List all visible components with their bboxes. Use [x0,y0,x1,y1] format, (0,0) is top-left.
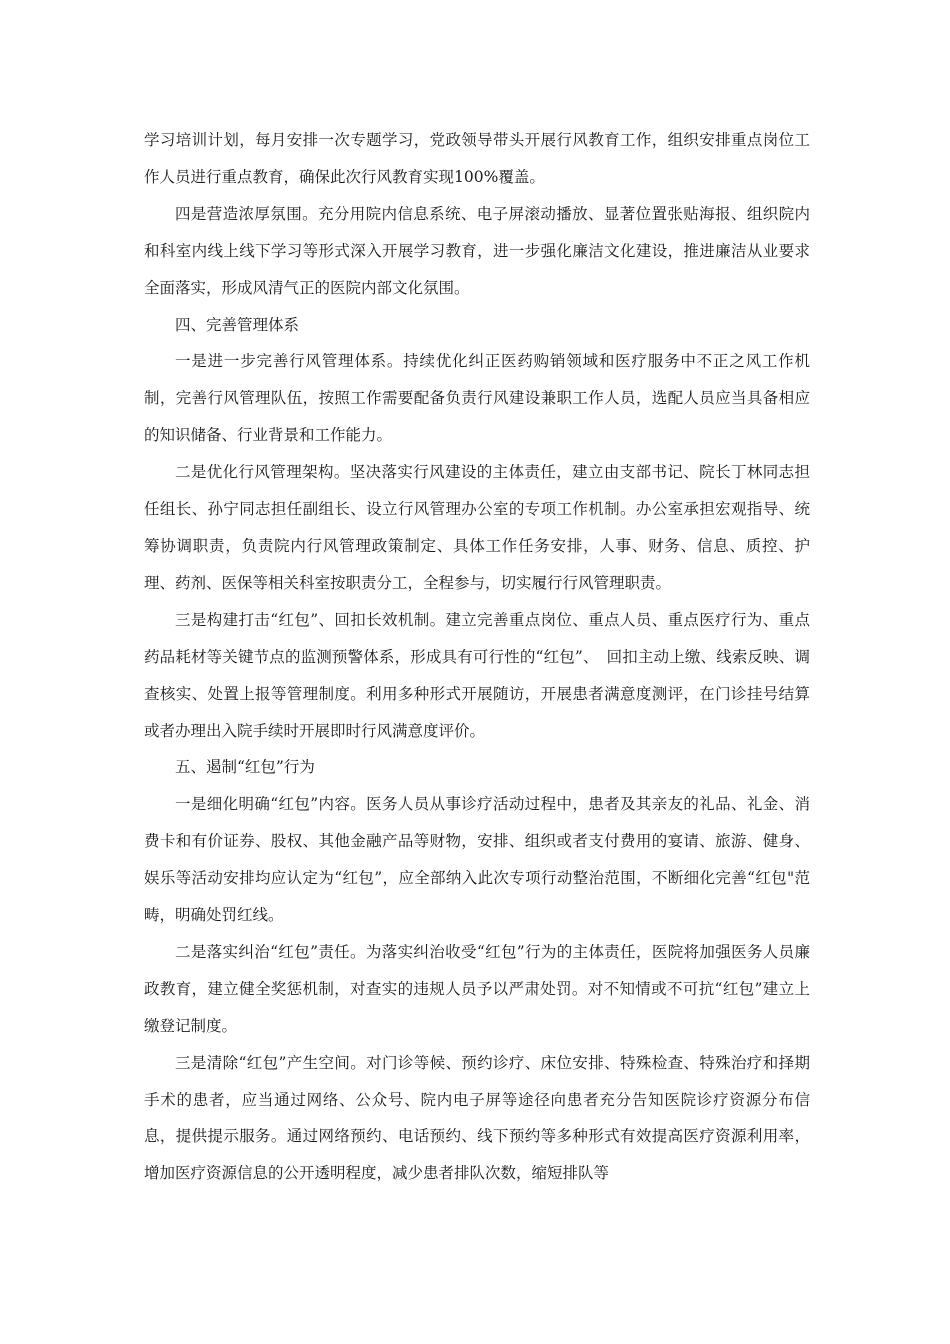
paragraph-responsibility: 二是落实纠治“红包”责任。为落实纠治收受“红包”行为的主体责任，医院将加强医务人员廉政教育，建立健全奖惩机制，对查实的违规人员予以严肃处罚。对不知情或不可抗“红包”建立上缴登记制度。 [144,942,810,1035]
section-heading-management-system: 四、完善管理体系 [175,315,300,334]
paragraph-atmosphere: 四是营造浓厚氛围。充分用院内信息系统、电子屏滚动播放、显著位置张贴海报、组织院内和科室内线上线下学习等形式深入开展学习教育，进一步强化廉洁文化建设，推进廉洁从业要求全面落实，形成风清气正的医院内部文化氛围。 [144,204,810,297]
paragraph-define-red-envelope: 一是细化明确“红包”内容。医务人员从事诊疗活动过程中，患者及其亲友的礼品、礼金、消费卡和有价证券、股权、其他金融产品等财物，安排、组织或者支付费用的宴请、旅游、健身、娱乐等活动安排均应认定为“红包”，应全部纳入此次专项行动整治范围，不断细化完善“红包"范畴，明确处罚红线。 [144,795,810,925]
paragraph-eliminate-space: 三是清除“红包”产生空间。对门诊等候、预约诊疗、床位安排、特殊检查、特殊治疗和择期手术的患者，应当通过网络、公众号、院内电子屏等途径向患者充分告知医院诊疗资源分布信息，提供提示服务。通过网络预约、电话预约、线下预约等多种形式有效提高医疗资源利用率，增加医疗资源信息的公开透明程度，减少患者排队次数，缩短排队等 [144,1053,810,1183]
paragraph-optimize-structure: 二是优化行风管理架构。坚决落实行风建设的主体责任，建立由支部书记、院长丁林同志担任组长、孙宁同志担任副组长、设立行风管理办公室的专项工作机制。办公室承担宏观指导、统筹协调职责，负责院内行风管理政策制定、具体工作任务安排，人事、财务、信息、质控、护理、药剂、医保等相关科室按职责分工，全程参与，切实履行行风管理职责。 [144,463,810,592]
paragraph-long-term-mechanism: 三是构建打击“红包”、回扣长效机制。建立完善重点岗位、重点人员、重点医疗行为、重点药品耗材等关键节点的监测预警体系，形成具有可行性的“红包”、 回扣主动上缴、线索反映、调查核实、处置上报等管理制度。利用多种形式开展随访，开展患者满意度测评，在门诊挂号结算或者办理出入院手续时开展即时行风满意度评价。 [144,610,810,740]
paragraph-training-plan: 学习培训计划，每月安排一次专题学习，党政领导带头开展行风教育工作，组织安排重点岗位工作人员进行重点教育，确保此次行风教育实现100%覆盖。 [144,131,810,186]
document-body [144,122,810,1192]
paragraph-improve-system: 一是进一步完善行风管理体系。持续优化纠正医药购销领域和医疗服务中不正之风工作机制，完善行风管理队伍，按照工作需要配备负责行风建设兼职工作人员，选配人员应当具备相应的知识储备、行业背景和工作能力。 [144,352,810,445]
section-heading-curb-red-envelope: 五、遏制“红包”行为 [175,758,315,777]
